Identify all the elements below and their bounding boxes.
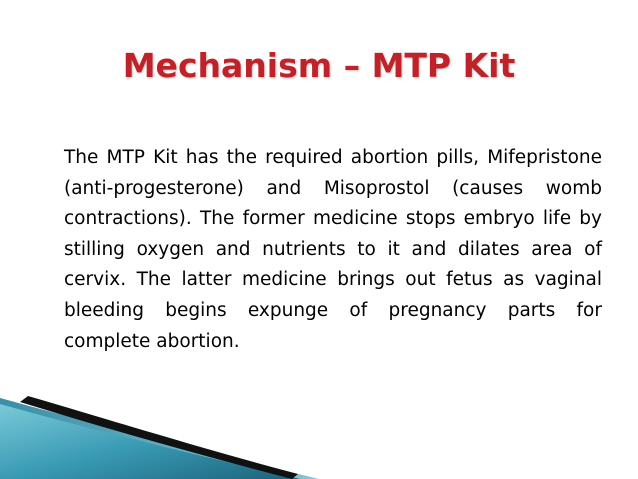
slide-body-text: The MTP Kit has the required abortion pills, Mifepristone (anti-progesterone) and Misoprostol (causes womb contractions). The former medicine stops embryo life by stilling oxygen and nutrients to it and dilates area of cervix. The latter medicine brings out fetus as vaginal bleeding begins expunge of pregnancy parts for complete abortion. [64,147,602,352]
slide-title: Mechanism – MTP Kit [122,46,516,85]
